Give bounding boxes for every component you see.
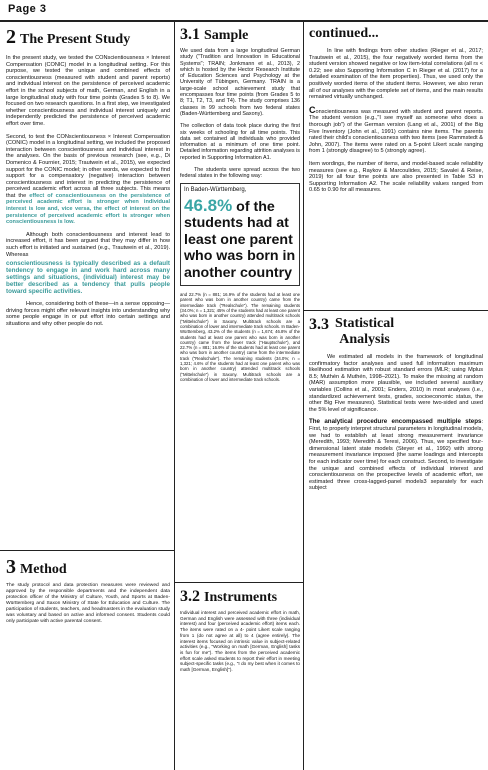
statistical-section xyxy=(309,316,483,498)
section-title: Sample xyxy=(204,28,249,43)
present-study-paragraph-4: Hence, considering both of these—in a sense opposing—driving forces might offer relevant insights into understanding why some people engage in or put effort into certain settings and situations and why other people do not. xyxy=(6,301,170,327)
page-header xyxy=(0,0,488,20)
instruments-divider xyxy=(175,582,303,583)
section-number: 2 xyxy=(6,26,16,48)
top-rule xyxy=(0,20,488,22)
method-divider xyxy=(0,550,174,551)
drop-cap: C xyxy=(309,104,316,115)
present-study-section xyxy=(6,26,170,334)
callout-percentage: 46.8% xyxy=(184,195,233,215)
section-number: 3.2 xyxy=(180,588,200,605)
section-number: 3.1 xyxy=(180,26,200,43)
section-title: Method xyxy=(20,562,67,577)
present-study-paragraph-2 xyxy=(6,134,170,226)
section-number: 3.3 xyxy=(309,316,329,333)
steps-heading: The analytical procedure encompassed multiple steps xyxy=(309,418,482,426)
statistical-paragraph-1: We estimated all models in the framework of longitudinal confirmatory factor analyses and used full information maximum likelihood estimation with robust standard errors (MLR; using Mplus 8.5; Muthén & Muthén, 1998–2021). To make the missing at random (MAR) assumption more plausible, we included several auxiliary variables (Collins et al., 2001; Enders, 2010) in most analyses (i.e., standardized achievement tests, grades, socioeconomic status, the other Big Five measures). Statistical tests were two-sided and used the 5% level of significance. xyxy=(309,354,483,413)
callout-text: of the students had at least one parent who was born in another country xyxy=(184,198,296,281)
sample-paragraph-3: The students were spread across the two federal states in the following way: xyxy=(180,167,300,180)
statistical-paragraph-2 xyxy=(309,419,483,492)
sample-heading xyxy=(180,26,300,44)
sample-callout xyxy=(180,183,300,287)
continued-paragraph-2 xyxy=(309,104,483,155)
present-study-paragraph-3: Although both conscientiousness and interest lead to increased effort, it has been argued that they may differ in how such effort is initiated and sustained (e.g., Trautwein et al., 2019). Whereas xyxy=(6,231,170,258)
instruments-text: Individual interest and perceived academic effort in math, German and English were assessed with three (individual interest) and four (perceived academic effort) items each. The items were rated on a 4- point Likert scale ranging from 1 (do not agree at all) to 4 (agree entirely). The interest items focused on intrinsic value in subject-related activities (e.g., "Working on math [German, English] tasks is fun for me"). The items from the perceived academic effort scale asked students to report their effort in meeting subject-specific tasks (e.g., "I do my best when it comes to math [German, English]"). xyxy=(180,610,300,673)
paragraph-text: Second, to test the CONscientiousness × Interest Compensation (CONIC) model in a longitudinal setting, we included the proposed interaction between conscientiousness and individual interest in the analyses. On the basis of previous research (see, e.g., Di Domenico & Fournier, 2015; Trautwein et al., 2015), we expected support for the CONIC model; in other words, we expected to find support for a compensatory (negative) interaction between conscientiousness and interest in predicting the persistence of perceived academic effort across all three subjects. This means that the xyxy=(6,133,170,199)
sample-paragraph-2: The collection of data took place during the first six weeks of schooling for all time points. This data set contained all individuals who provided information at a minimum of one time point. Detailed information regarding attrition analyses is reported in Supporting Information A1. xyxy=(180,123,300,161)
page-label: Page 3 xyxy=(8,3,47,15)
callout-lead: In Baden-Württemberg, xyxy=(184,186,247,193)
pull-quote: conscientiousness is typically described as a default tendency to engage in and work hard across many settings and situations, (individual) interest may be better described as a tendency that pulls people toward specific activities. xyxy=(6,260,170,296)
statistical-divider xyxy=(304,310,488,311)
instruments-section xyxy=(180,588,300,673)
present-study-heading xyxy=(6,26,170,49)
continued-paragraph-3: Item wordings, the number of items, and model-based scale reliability measures (see e.g., Raykov & Marcoulides, 2015; Savalei & Reise, 2019) for all four time points are also presented in Table S3 in Supporting Information A2. The scale reliability values ranged from 0.65 to 0.90 for all measures. xyxy=(309,160,483,194)
method-section xyxy=(6,556,170,625)
statistical-heading xyxy=(309,316,483,348)
highlighted-hypothesis: effect of conscientiousness on the persistence of perceived academic effort is stronger when individual interest is low and, vice versa, the effect of interest on the persistence of perceived academic effort is stronger when conscientiousness is low. xyxy=(6,192,171,226)
column-divider-right xyxy=(303,21,304,770)
column-divider-left xyxy=(174,21,175,770)
sample-details: and 22.7% (n = 881; 16.9% of the students had at least one parent who was born in another country) came from the intermediate track ("Realschule"). The remaining students (34.0%; n = 1,321; 45% of the students had at least one parent who was born in another country) attended multitrack schools ("Mittelschule") in Saxony. Multitrack schools are a combination of lower and intermediate track schools. In Baden-Württemberg, 43.2% of the students (n = 1,674; 46.8% of the students had at least one parent who was born in another country) came from the lower track ("Hauptschule"), and 22.7% (n = 881; 16.9% of the students had at least one parent who was born in another country) came from the intermediate track ("Realschule"). The remaining students (34.0%; n = 1,321; 4.6% of the students had at least one parent who was born in another country) attended multitrack schools ("Mittelschule") in Saxony. Multitrack schools are a combination of lower and intermediate track schools. xyxy=(180,292,300,382)
sample-paragraph-1: We used data from a large longitudinal German study ("Tradition and Innovation in Educational Systems"; TRAIN; Jonkmann et al., 2013), 2 which is hosted by the Hector Research Institute of Education Sciences and Psychology at the University of Tübingen, Germany. TRAIN is a large-scale school achievement study that encompasses four time points (from Grades 5 to 8; T1, T2, T3, and T4). The study comprises 136 classes in 99 schools from two federal states (Baden-Württemberg and Saxony). xyxy=(180,48,300,117)
continued-paragraph-1: In line with findings from other studies (Rieger et al., 2017; Trautwein et al., 2015), the four negatively worded items from the student version showed negative or low item-total correlations (all rs < 0.22; see also Supporting Information C in Rieger et al. (2017) for a detailed examination of the item properties). Thus, we used only the positively worded items of the student items. However, we also reran all of our analyses with the complete set of items, and the main results remained virtually unchanged. xyxy=(309,48,483,101)
callout-statement xyxy=(184,195,296,282)
paragraph-text: : First, to properly interpret structural parameters in longitudinal models, we had to establish at least strong measurement invariance (Meredith, 1993; Meredith & Teresi, 2006). Thus, we specified four-dimensional latent state models (Steyer et al., 1992) with strong measurement invariance imposed (the same loadings and intercepts for each indicator over time) for each construct. Second, to investigate the unique and combined effects of individual interest and conscientiousness on the prospective levels of academic effort, we estimated three cross-lagged-panel models3 separately for each subject xyxy=(309,419,483,492)
title-line-1: Statistical xyxy=(335,316,395,331)
method-heading xyxy=(6,556,170,579)
section-title: Instruments xyxy=(204,590,278,605)
instruments-heading xyxy=(180,588,300,606)
continued-section xyxy=(309,26,483,200)
section-number: 3 xyxy=(6,556,16,578)
title-line-2: Analysis xyxy=(339,332,390,347)
paragraph-text: onscientiousness was measured with student and parent reports. The student version (e.g.,"I see myself as someone who does a thorough job") of the German version (Lang et al., 2001) of the Big Five Inventory (John et al., 1991) contains nine items. The parents rated their child's conscientiousness with two items (see Rammstedt & John, 2007). The items were rated on a 5-point Likert scale ranging from 1 (strongly disagree) to 5 (strongly agree). xyxy=(309,108,483,155)
method-text: The study protocol and data protection measures were reviewed and approved by the responsible departments and the independent data protection officer of the Ministry of Culture, Youth, and Sports at Baden-Württemberg and Saxon Ministry of State for Education and Culture. The participation of students, teachers, and headmasters in the evaluation study was voluntary and based on active and informed consent. Students could only participate with active parental consent. xyxy=(6,583,170,624)
section-title: The Present Study xyxy=(20,32,131,47)
sample-section xyxy=(180,26,300,382)
section-title xyxy=(335,316,394,348)
continued-heading: continued... xyxy=(309,26,379,41)
present-study-paragraph-1: In the present study, we tested the CONscientiousness × Interest Compensation (CONIC) model in a longitudinal setting. For this purpose, we tested the unique and combined effects of conscientiousness (measured with student and parent reports) and individual interest on the persistence of perceived academic effort in the school subjects of math, German, and English in a large longitudinal study with four time points (Grades 5 to 8). We focused on two research questions. In a first step, we investigated whether conscientiousness and individual interest uniquely and independently predicted the persistence of perceived academic effort over time. xyxy=(6,55,170,127)
